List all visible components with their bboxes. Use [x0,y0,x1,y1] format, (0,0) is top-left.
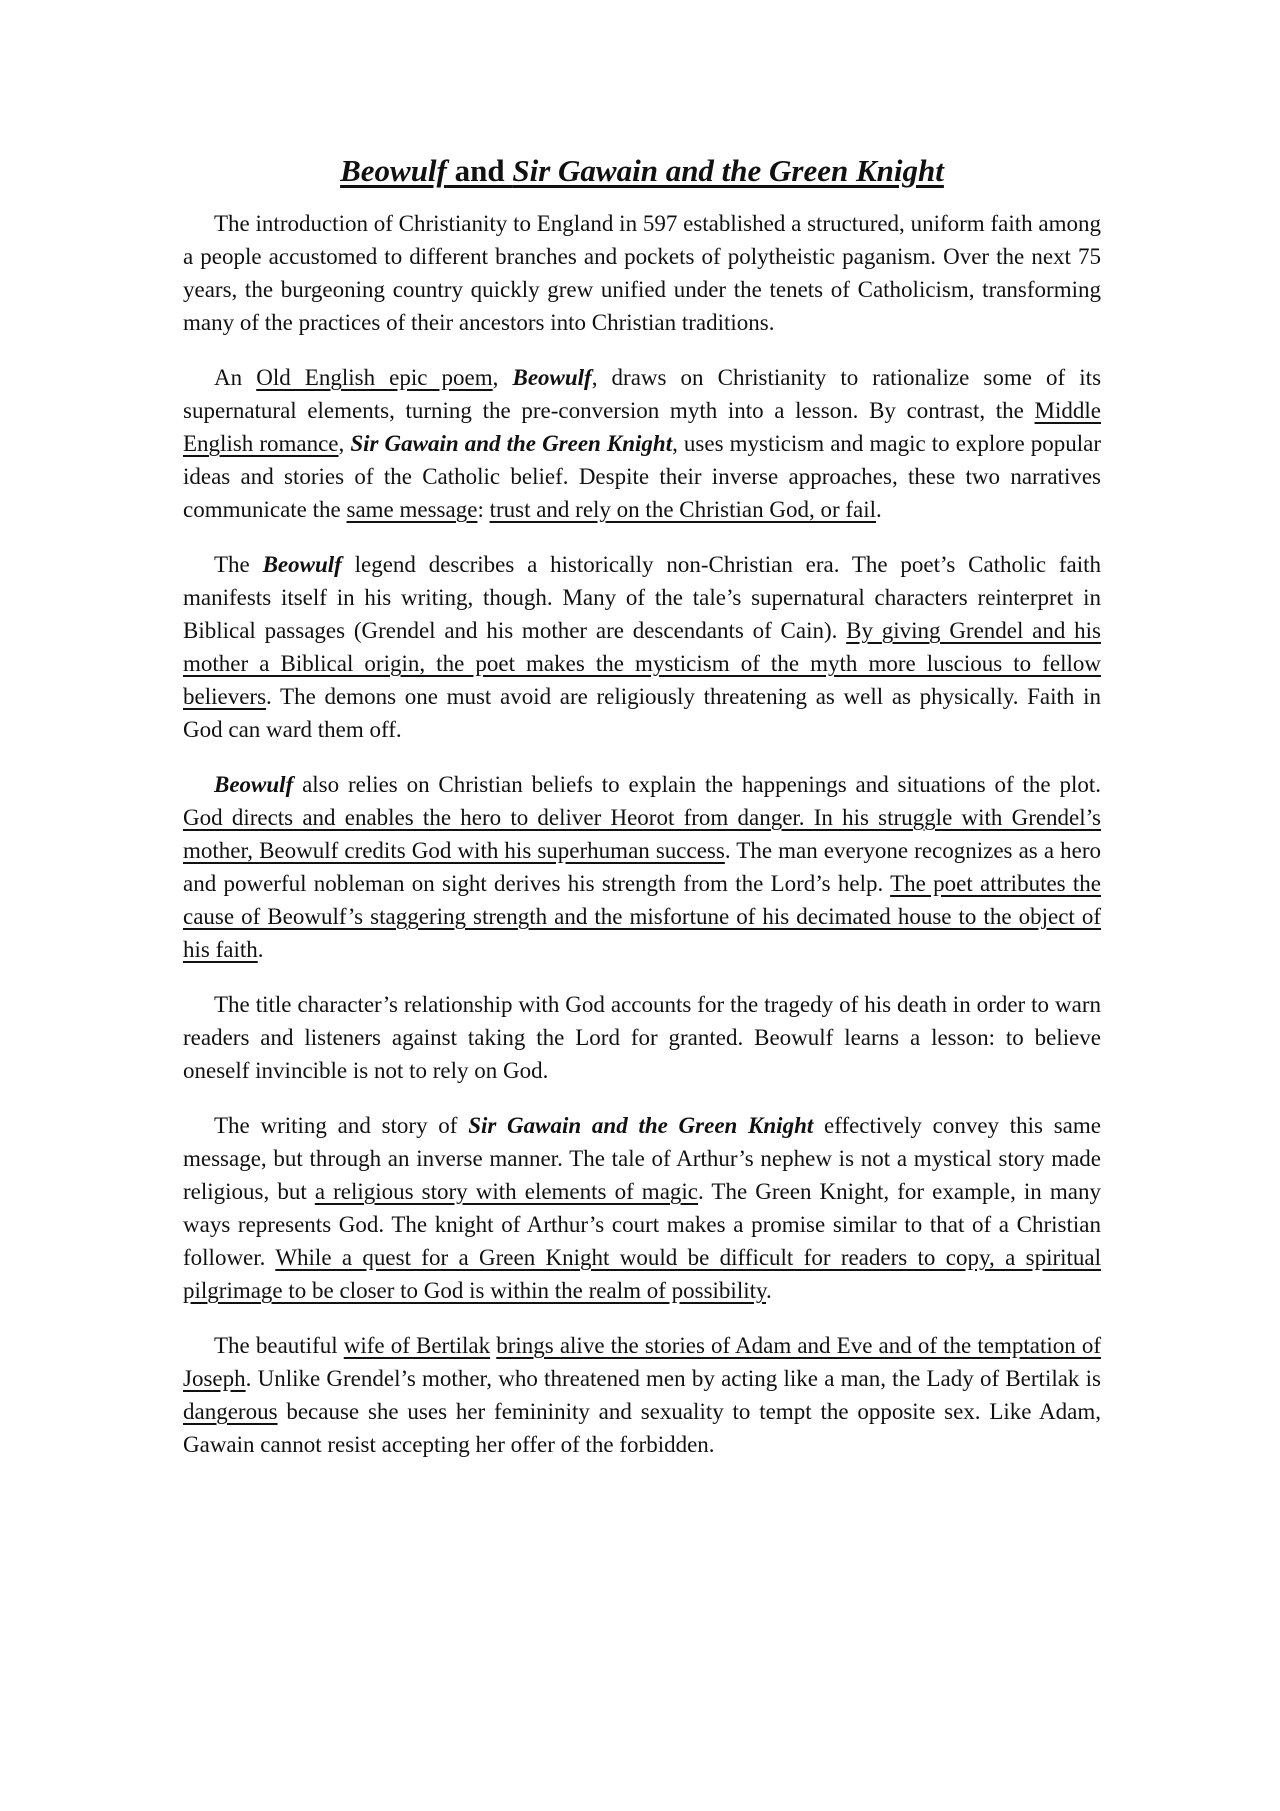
p4-beowulf-title: Beowulf [214,772,294,797]
p2-text-5: , uses mysticism and magic to explore popular ideas and stories of the Catholic belief. Despite their inverse approaches, these two narratives communicate the [183,431,1102,522]
paragraph-2 [183,361,1101,526]
paragraph-6 [183,1109,1101,1307]
paragraph-3 [183,548,1101,746]
p6-underline-religious-story: a religious story with elements of magic [314,1179,699,1204]
document-title [183,150,1101,192]
p6-text-1: The writing and story of [214,1113,469,1138]
p2-text-3: , draws on Christianity to rationalize some of its supernatural elements, turning the pre-conversion myth into a lesson. By contrast, the [183,365,1102,423]
p4-underline-god-directs: God directs and enables the hero to deliver Heorot from danger. In his struggle with Grendel’s mother, Beowulf credits God with his superhuman success [183,805,1101,863]
p2-underline-old-english: Old English epic poem [256,365,493,390]
p7-text-4: because she uses her femininity and sexuality to tempt the opposite sex. Like Adam, Gawain cannot resist accepting her offer of the forbidden. [183,1399,1101,1457]
p7-text-1: The beautiful [214,1333,344,1358]
p6-text-2: effectively convey this same message, but through an inverse manner. The tale of Arthur’s nephew is not a mystical story made religious, but [183,1113,1101,1204]
p7-text-3: . Unlike Grendel’s mother, who threatened men by acting like a man, the Lady of Bertilak is [245,1366,1101,1391]
p2-text-6: : [477,497,490,522]
paragraph-7 [183,1329,1101,1461]
p2-text-4: , [338,431,351,456]
p2-text-2: , [492,365,513,390]
p2-text-7: . [876,497,882,522]
p6-text-4: . [766,1278,772,1303]
p4-text-1: also relies on Christian beliefs to explain the happenings and situations of the plot. [293,772,1101,797]
document-body [183,150,1101,1483]
p2-text-1: An [214,365,257,390]
p6-text-3: . The Green Knight, for example, in many ways represents God. The knight of Arthur’s court makes a promise similar to that of a Christian follower. [183,1179,1101,1270]
p4-text-3: . [257,937,264,962]
paragraph-4 [183,768,1101,966]
p3-beowulf-title: Beowulf [262,552,342,577]
p2-underline-thesis: trust and rely on the Christian God, or fail [489,497,877,522]
title-beowulf: Beowulf [340,153,447,188]
p2-underline-same-message: same message [346,497,478,522]
title-sir-gawain: Sir Gawain and the Green Knight [512,153,944,188]
title-and: and [446,153,513,188]
p6-gawain-title: Sir Gawain and the Green Knight [468,1113,814,1138]
p7-underline-dangerous: dangerous [183,1399,278,1424]
paragraph-5: The title character’s relationship with God accounts for the tragedy of his death in order to warn readers and listeners against taking the Lord for granted. Beowulf learns a lesson: to believe oneself invincible is not to rely on God. [183,992,1101,1083]
p2-underline-middle-english: Middle English romance [183,398,1101,456]
paragraph-1: The introduction of Christianity to England in 597 established a structured, uniform faith among a people accustomed to different branches and pockets of polytheistic paganism. Over the next 75 years, the burgeoning country quickly grew unified under the tenets of Catholicism, transforming many of the practices of their ancestors into Christian traditions. [183,211,1101,335]
p3-text-2: legend describes a historically non-Christian era. The poet’s Catholic faith manifests itself in his writing, though. Many of the tale’s supernatural characters reinterpret in Biblical passages (Grendel and his mother are descendants of Cain). [183,552,1101,643]
p6-underline-spiritual-pilgrimage: While a quest for a Green Knight would be difficult for readers to copy, a spiritual pilgrimage to be closer to God is within the realm of possibility [183,1245,1102,1303]
p7-underline-adam-and-eve: brings alive the stories of Adam and Eve and of the temptation of Joseph [183,1333,1102,1391]
p3-underline-biblical-origin: By giving Grendel and his mother a Biblical origin, the poet makes the mysticism of the myth more luscious to fellow believers [183,618,1101,709]
p2-beowulf-title: Beowulf [512,365,592,390]
p4-underline-poet-attributes: The poet attributes the cause of Beowulf’s staggering strength and the misfortune of his decimated house to the object of his faith [183,871,1101,962]
p3-text-3: . The demons one must avoid are religiously threatening as well as physically. Faith in God can ward them off. [183,684,1101,742]
p7-underline-wife-of-bertilak: wife of Bertilak [343,1333,491,1358]
p4-text-2: . The man everyone recognizes as a hero and powerful nobleman on sight derives his strength from the Lord’s help. [183,838,1101,896]
p2-gawain-title: Sir Gawain and the Green Knight [350,431,673,456]
p3-text-1: The [214,552,263,577]
